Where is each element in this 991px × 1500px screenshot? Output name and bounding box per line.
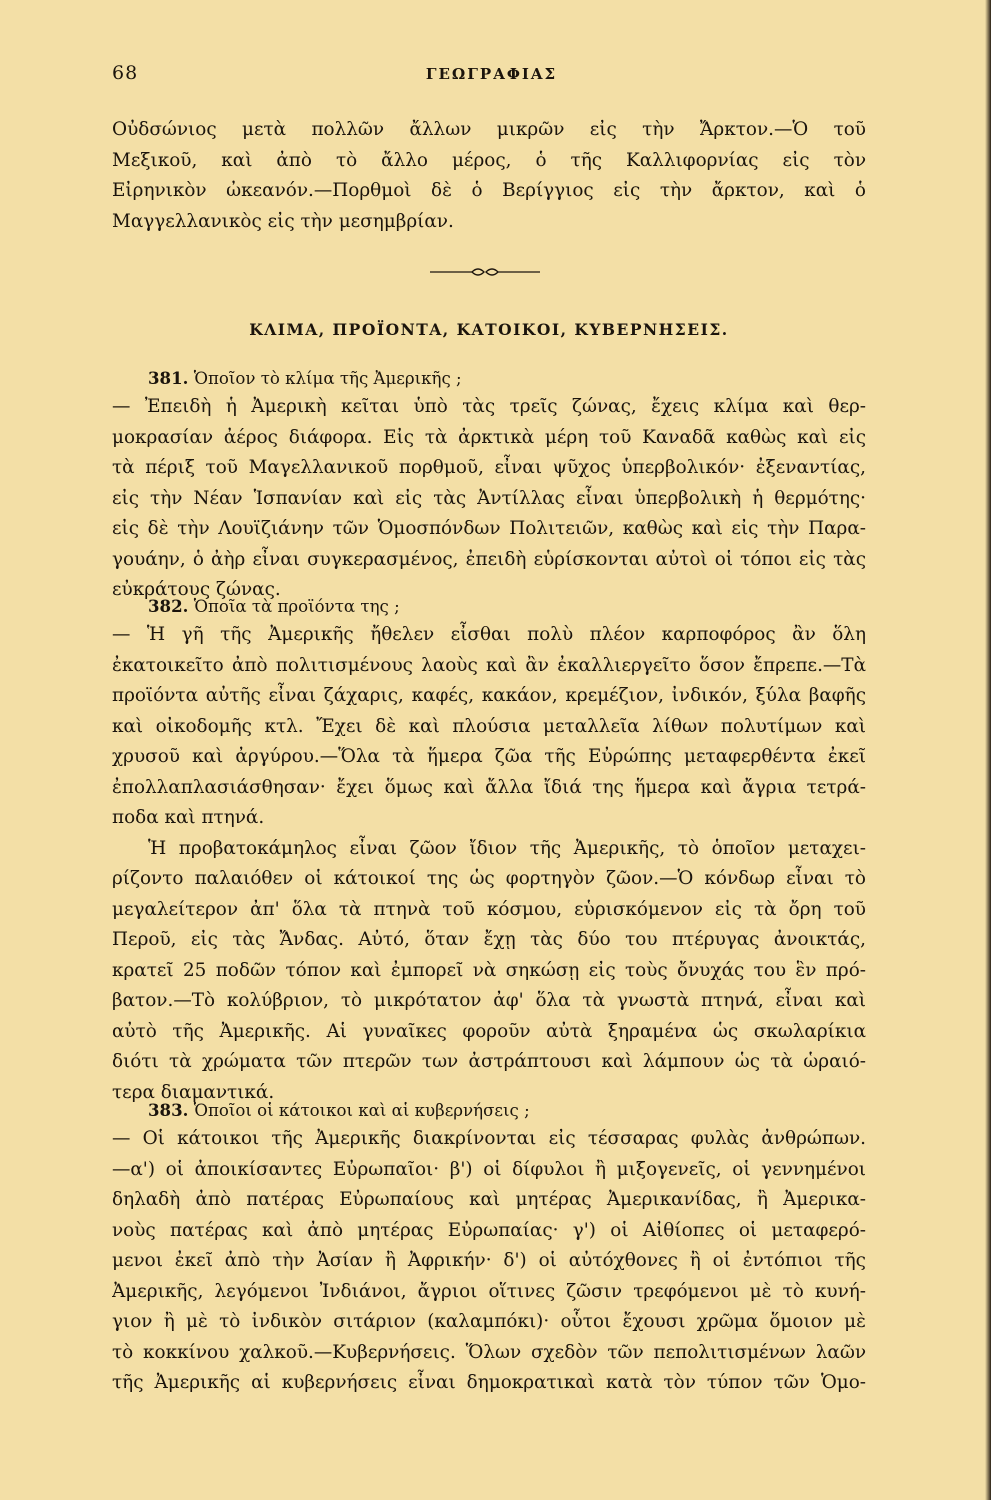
text-line: Μεξικοῦ, καὶ ἀπὸ τὸ ἄλλο μέρος, ὁ τῆς Καλλιφορνίας εἰς τὸν [112,149,866,171]
text-line: δηλαδὴ ἀπὸ πατέρας Εὐρωπαίους καὶ μητέρας Ἀμερικανίδας, ἢ Ἀμερικα- [112,1189,866,1211]
text-line: μεγαλείτερον ἀπ' ὅλα τὰ πτηνὰ τοῦ κόσμου, εὑρισκόμενον εἰς τὰ ὄρη τοῦ [112,898,866,920]
text-line: τερα διαμαντικά. [112,1081,275,1103]
text-line: τῆς Ἀμερικῆς αἱ κυβερνήσεις εἶναι δημοκρατικαὶ κατὰ τὸν τύπον τῶν Ὁμο- [112,1372,866,1394]
text-line: γουάην, ὁ ἀὴρ εἶναι συγκερασμένος, ἐπειδὴ εὑρίσκονται αὐτοὶ οἱ τόποι εἰς τὰς [112,548,866,570]
question-382 [112,593,866,1108]
text-line: τὰ πέριξ τοῦ Μαγελλανικοῦ πορθμοῦ, εἶναι ψῦχος ὑπερβολικόν· ἐξεναντίας, [112,457,866,479]
text-line: χρυσοῦ καὶ ἀργύρου.—Ὅλα τὰ ἥμερα ζῶα τῆς Εὐρώπης μεταφερθέντα ἐκεῖ [112,746,866,768]
text-line: κρατεῖ 25 ποδῶν τόπον καὶ ἐμπορεῖ νὰ σηκώσῃ εἰς τοὺς ὄνυχάς του ἓν πρό- [112,959,866,981]
question-line [112,365,866,392]
intro-paragraph [112,115,866,237]
text-line: εἰς τὴν Νέαν Ἱσπανίαν καὶ εἰς τὰς Ἀντίλλας εἶναι ὑπερβολικὴ ἡ θερμότης· [112,487,866,509]
text-line: τὸ κοκκίνου χαλκοῦ.—Κυβερνήσεις. Ὅλων σχεδὸν τῶν πεπολιτισμένων λαῶν [112,1341,866,1363]
text-line: ρίζοντο παλαιόθεν οἱ κάτοικοί της ὡς φορτηγὸν ζῶον.—Ὁ κόνδωρ εἶναι τὸ [112,868,866,890]
text-line: Οὐδσώνιος μετὰ πολλῶν ἄλλων μικρῶν εἰς τὴν Ἄρκτον.—Ὁ τοῦ [112,119,866,140]
text-line: ἐπολλαπλασιάσθησαν· ἔχει ὅμως καὶ ἄλλα ἴδιά της ἥμερα καὶ ἄγρια τετρά- [112,776,866,798]
page-number: 68 [112,62,139,84]
text-line: —α') οἱ ἀποικίσαντες Εὐρωπαῖοι· β') οἱ δίφυλοι ἢ μιξογενεῖς, οἱ γεννημένοι [112,1158,866,1180]
text-line: γιον ἢ μὲ τὸ ἰνδικὸν σιτάριον (καλαμπόκι)· οὗτοι ἔχουσι χρῶμα ὅμοιον μὲ [112,1311,866,1333]
text-line: — Ἡ γῆ τῆς Ἀμερικῆς ἤθελεν εἶσθαι πολὺ πλέον καρποφόρος ἂν ὅλη [112,624,866,646]
text-line: βατον.—Τὸ κολύβριον, τὸ μικρότατον ἀφ' ὅλα τὰ γνωστὰ πτηνά, εἶναι καὶ [112,990,866,1012]
text-line: αὐτὸ τῆς Ἀμερικῆς. Αἱ γυναῖκες φοροῦν αὐτὰ ξηραμένα ὡς σκωλαρίκια [112,1020,866,1042]
text-line: — Οἱ κάτοικοι τῆς Ἀμερικῆς διακρίνονται εἰς τέσσαρας φυλὰς ἀνθρώπων. [112,1128,866,1150]
text-line: — Ἐπειδὴ ἡ Ἀμερικὴ κεῖται ὑπὸ τὰς τρεῖς ζώνας, ἔχεις κλίμα καὶ θερ- [112,396,866,418]
text-line: Ἀμερικῆς, λεγόμενοι Ἰνδιάνοι, ἄγριοι οἵτινες ζῶσιν τρεφόμενοι μὲ τὸ κυνή- [112,1280,866,1302]
section-heading: ΚΛΙΜΑ, ΠΡΟΪΟΝΤΑ, ΚΑΤΟΙΚΟΙ, ΚΥΒΕΡΝΗΣΕΙΣ. [249,320,729,339]
question-text: Ὁποῖοι οἱ κάτοικοι καὶ αἱ κυβερνήσεις ; [193,1101,530,1120]
text-line: εἰς δὲ τὴν Λουϊζιάνην τῶν Ὁμοσπόνδων Πολιτειῶν, καθὼς καὶ εἰς τὴν Παρα- [112,518,866,540]
text-line: ποδα καὶ πτηνά. [112,807,265,829]
question-line [112,1097,866,1124]
text-line: καὶ οἰκοδομῆς κτλ. Ἔχει δὲ καὶ πλούσια μεταλλεῖα λίθων πολυτίμων καὶ [112,715,866,737]
text-line: Ἡ προβατοκάμηλος εἶναι ζῶον ἴδιον τῆς Ἀμερικῆς, τὸ ὁποῖον μεταχει- [148,837,866,859]
page-header [112,62,871,92]
question-number: 382. [148,596,189,616]
question-text: Ὁποῖον τὸ κλίμα τῆς Ἀμερικῆς ; [193,369,462,388]
question-number: 383. [148,1100,189,1120]
question-text: Ὁποῖα τὰ προϊόντα της ; [193,597,400,616]
text-line: ἐκατοικεῖτο ἀπὸ πολιτισμένους λαοὺς καὶ ἂν ἐκαλλιεργεῖτο ὅσον ἔπρεπε.—Τὰ [112,654,866,676]
text-line: Περοῦ, εἰς τὰς Ἄνδας. Αὐτό, ὅταν ἔχῃ τὰς δύο του πτέρυγας ἀνοικτάς, [112,929,866,951]
page-edge-shadow [985,0,991,1500]
text-line: προϊόντα αὐτῆς εἶναι ζάχαρις, καφές, κακάον, κρεμέζιον, ἰνδικόν, ξύλα βαφῆς [112,685,866,707]
text-line: Μαγγελλανικὸς εἰς τὴν μεσημβρίαν. [112,210,454,232]
question-line [112,593,866,620]
ornament-divider [430,262,540,282]
text-line: εὐκράτους ζώνας. [112,579,281,601]
text-line: μοκρασίαν ἀέρος διάφορα. Εἰς τὰ ἀρκτικὰ μέρη τοῦ Καναδᾶ καθὼς καὶ εἰς [112,426,866,448]
question-381 [112,365,866,606]
running-title: ΓΕΩΓΡΑΦΙΑΣ [425,65,558,83]
question-383 [112,1097,866,1399]
text-line: νοὺς πατέρας καὶ ἀπὸ μητέρας Εὐρωπαίας· γ') οἱ Αἰθίοπες οἱ μεταφερό- [112,1219,866,1241]
text-line: μενοι ἐκεῖ ἀπὸ τὴν Ἀσίαν ἢ Ἀφρικήν· δ') οἱ αὐτόχθονες ἢ οἱ ἐντόπιοι τῆς [112,1250,866,1272]
question-number: 381. [148,368,189,388]
text-line: Εἰρηνικὸν ὠκεανόν.—Πορθμοὶ δὲ ὁ Βερίγγιος εἰς τὴν ἄρκτον, καὶ ὁ [112,180,866,201]
text-line: διότι τὰ χρώματα τῶν πτερῶν των ἀστράπτουσι καὶ λάμπουν ὡς τὰ ὡραιό- [112,1051,866,1073]
